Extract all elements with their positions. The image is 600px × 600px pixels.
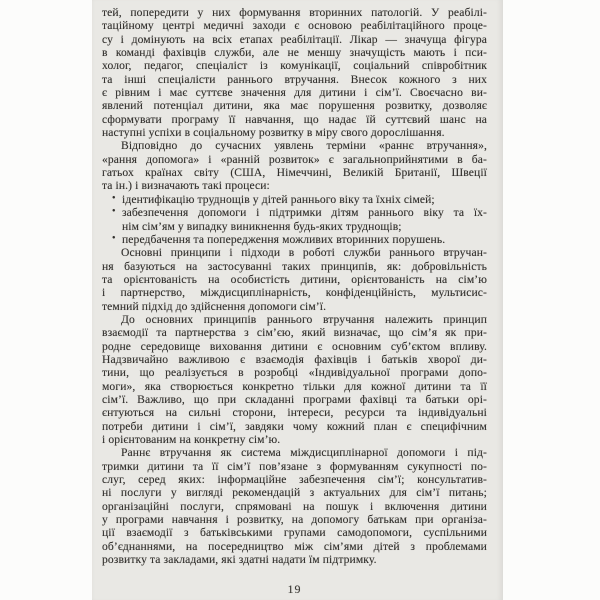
text-line: До основних принципів раннього втручання належить принцип [121,312,487,326]
text-line: ні послуги у вигляді рекомендацій з актуальних для сім’ї питань; [102,486,487,500]
text-line: в команді фахівців служби, але не меншу значущість мають і пси- [102,46,487,60]
text-line: наступні успіхи в соціальному розвитку в міру свого дорослішання. [102,126,445,140]
bullet-icon: • [112,192,116,204]
text-line: і партнерство, міждисциплінарність, конфіденційність, мультисис- [102,286,487,300]
text-line: тей, попередити у них формування вторинних патологій. У реабілі- [102,6,487,19]
text-line: родне середовище виховання дитини є основним суб’єктом впливу. [102,339,487,353]
bullet-icon: • [112,206,116,218]
text-line: тини, що реалізується в розробці «Індивідуальної програми допо- [102,366,487,380]
text-line: тримки дитини та її сім’ї пов’язане з формуванням сукупності по- [102,459,487,473]
text-line: явлений потенціал дитини, яка має порушення розвитку, дозволяє [102,99,487,113]
text-line: Надзвичайно важливою є взаємодія фахівців і батьків хворої ди- [102,352,487,366]
text-line: таційному центрі медичні заходи є основою реабілітаційного проце- [102,19,487,33]
text-line: сім’ї. Важливо, що при складанні програми фахівці та батьки орі- [102,392,487,406]
text-line: «рання допомога» і «ранній розвиток» є загальноприйнятими в ба- [102,152,487,166]
text-line: є рівним і має суттєве значення для дитини і сім’ї. Своєчасно ви- [102,86,487,100]
text-line: сформувати програму її навчання, що надає їй суттєвий шанс на [102,112,487,126]
text-line: • передбачення та попередження можливих вторинних порушень. [112,232,446,246]
text-line: • ідентифікацію труднощів у дітей раннього віку та їхніх сімей; [112,192,435,206]
text-line: єнтуються на сильні сторони, інтереси, ресурси та індивідуальні [102,406,487,420]
text-line: та інші спеціалісти раннього втручання. Внесок кожного з них [102,72,487,86]
text-line: • забезпечення допомоги і підтримки дітям раннього віку та їх- [112,206,487,220]
text-line: нім сім’ям у випадку виникнення будь-яких труднощів; [122,219,402,233]
text-line: холог, педагог, спеціаліст із комунікації, соціальний співробітник [102,59,487,73]
text-line: темний підхід до здійснення допомоги сім’ї. [102,299,327,313]
text-line: та орієнтованість на особистість дитини, орієнтованість на сім’ю [102,272,487,286]
text-line: Раннє втручання як система міждисциплінарної допомоги і під- [121,446,487,460]
page-number: 19 [287,582,302,596]
text-line: гатьох країнах світу (США, Німеччині, Великій Британії, Швеції [102,166,487,180]
text-line: взаємодії та партнерства з сім’єю, який визначає, що сім’я як при- [102,326,487,340]
text-line: моги», яка створюється конкретно тільки для кожної дитини та її [102,379,487,393]
text-line: та ін.) і визначають такі процеси: [102,179,270,193]
text-line: потреби дитини і сім’ї, завдяки чому кожний план є специфічним [102,419,487,433]
text-line: і орієнтованим на конкретну сім’ю. [102,433,281,446]
text-line: Основні принципи і підходи в роботі служби раннього втручан- [121,246,487,260]
text-line: у програми навчання і розвитку, на допомогу батькам при організа- [102,513,487,527]
text-block [102,6,487,566]
text-line: су і домінують на всіх етапах реабілітації. Лікар — значуща фігура [102,32,487,46]
book-page [92,0,503,600]
bullet-icon: • [112,232,116,244]
scan-margin-left [0,0,92,600]
text-line: розвитку та закладами, які здатні надати їм підтримку. [102,553,377,567]
text-line: організаційні послуги, спрямовані на пошук і включення дитини [102,499,487,513]
text-line: слуг, серед яких: інформаційне забезпечення сім’ї; консультатив- [102,473,487,487]
text-line: об’єднаннями, на посередництво між сім’ями дітей з проблемами [102,539,487,553]
text-line: Відповідно до сучасних уявлень терміни «раннє втручання», [121,139,487,153]
text-line: ня базуються на застосуванні таких принципів, як: добровільність [102,259,487,273]
scan-margin-right [503,0,600,600]
text-line: ції взаємодії з батьківськими групами самодопомоги, суспільними [102,526,487,540]
